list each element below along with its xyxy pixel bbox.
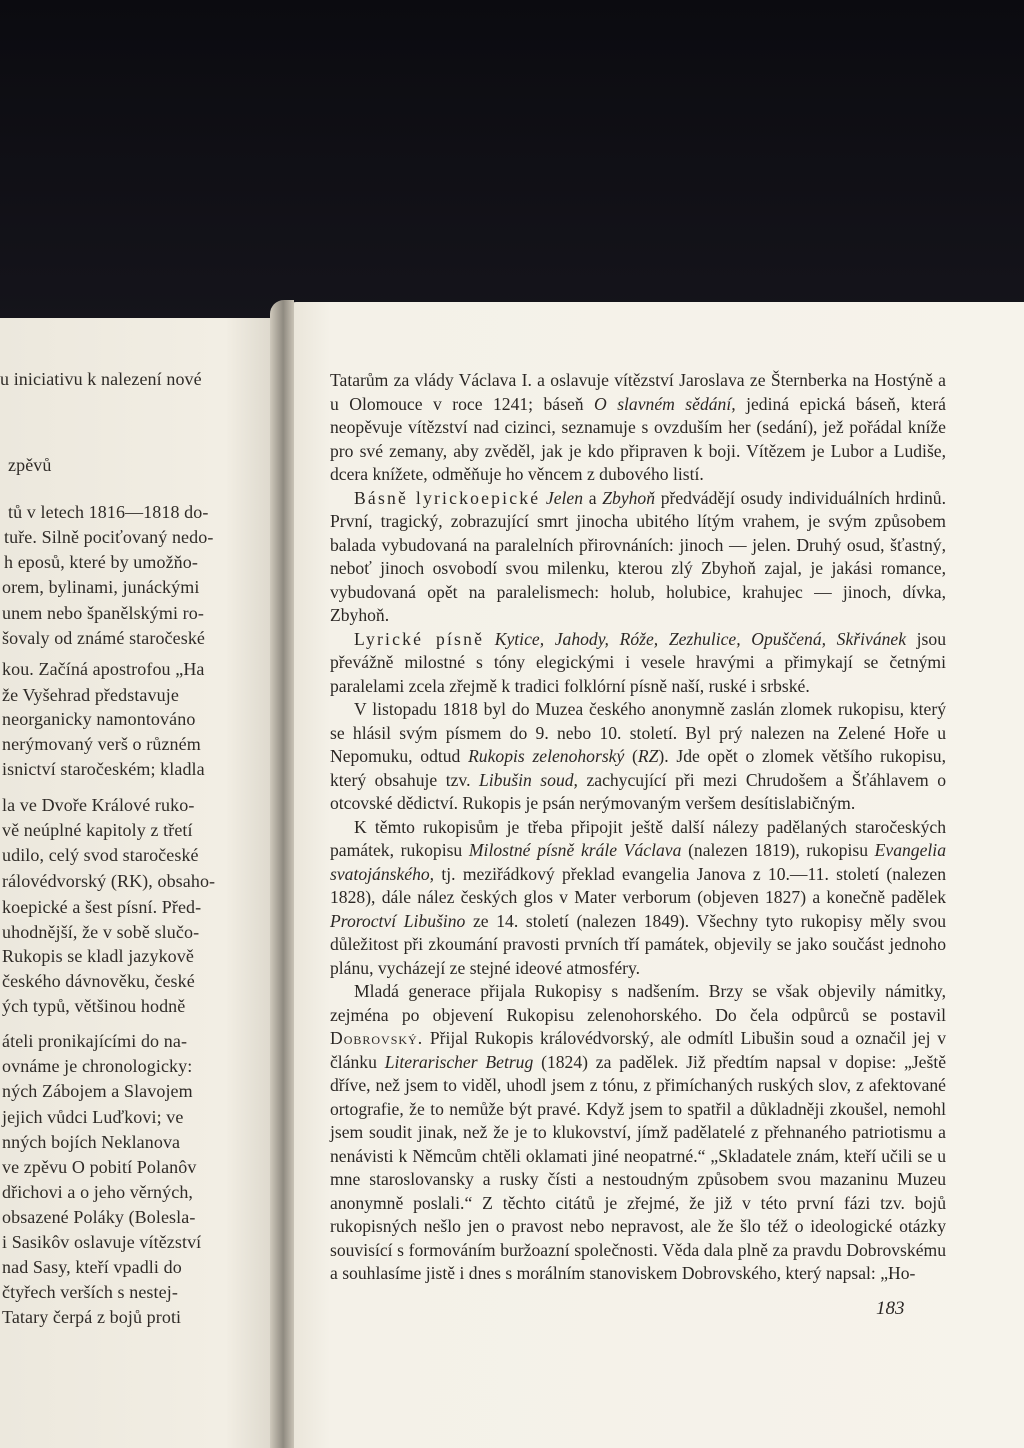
paragraph: Tatarům za vlády Václava I. a oslavuje vítězství Jaroslava ze Šternberka na Hostýně a u Olomouce v roce 1241; báseň O slavném sědání, jediná epická báseň, která neopěvuje vítězství nad cizinci, seznamuje s ovzduším her (sedání), jež pořádal kníže pro své zemany, aby zvěděl, jak je kdo připraven k boji. Vítězem je Lubor a Ludiše, dcera knížete, odměňuje ho věncem z dubového listí. bbox=[330, 370, 946, 484]
left-line: zpěvů bbox=[8, 455, 52, 475]
left-line: la ve Dvoře Králové ruko- bbox=[2, 795, 195, 815]
left-line: že Vyšehrad představuje bbox=[2, 685, 179, 705]
left-line: obsazené Poláky (Bolesla- bbox=[2, 1207, 196, 1227]
left-line: ve zpěvu O pobití Polanôv bbox=[2, 1157, 197, 1177]
left-line: ovnáme je chronologicky: bbox=[2, 1056, 193, 1076]
left-line: áteli pronikajícími do na- bbox=[2, 1031, 188, 1051]
left-line: čtyřech verších s nestej- bbox=[2, 1282, 178, 1302]
left-line: ých typů, většinou hodně bbox=[2, 996, 186, 1016]
left-line: isnictví staročeském; kladla bbox=[2, 759, 205, 779]
left-line: vě neúplné kapitoly z třetí bbox=[2, 820, 193, 840]
left-line: jejich vůdci Luďkovi; ve bbox=[2, 1107, 184, 1127]
left-line: u iniciativu k nalezení nové bbox=[0, 369, 202, 389]
paragraph: Mladá generace přijala Rukopisy s nadšením. Brzy se však objevily námitky, zejména po objevení Rukopisu zelenohorského. Do čela odpůrců se postavil Dobrovský. Přijal Rukopis královédvorský, ale odmítl Libušin soud a označil jej v článku Literarischer Betrug (1824) za padělek. Již předtím napsal v dopise: „Ještě dříve, než jsem to viděl, uhodl jsem z tónu, z přimíchaných ruských slov, z afektované ortografie, že to nemůže být pravé. Když jsem to spatřil a důkladněji zkoušel, nemohl jsem soudit jinak, než že je to klukovství, jímž padělatelé z přehnaného patriotismu a nenávisti k Němcům chtěli oklamati jiné neopatrné.“ „Skladatele znám, kteří učili se u mne staroslovansky a rusky čísti a nestoudným způsobem svou mazaninu Muzeu anonymně poslali.“ Z těchto citátů je zřejmé, že již v této první fázi tzv. bojů rukopisných nešlo jen o pravost nebo nepravost, ale že šlo též o ideologické otázky souvisící s formováním buržoazní společnosti. Věda dala plně za pravdu Dobrovskému a souhlasíme jistě i dnes s morálním stanoviskem Dobrovského, který napsal: „Ho- bbox=[330, 981, 947, 1283]
paragraph: V listopadu 1818 byl do Muzea českého anonymně zaslán zlomek rukopisu, který se hlásil svým písmem do 9. nebo 10. století. Byl prý nalezen na Zelené Hoře u Nepomuku, odtud Rukopis zelenohorský (RZ). Jde opět o zlomek většího rukopisu, který obsahuje tzv. Libušin soud, zachycující při mezi Chrudošem a Šťáhlavem o otcovské dědictví. Rukopis je psán nerýmovaným veršem desítislabičným. bbox=[330, 699, 946, 813]
left-line: českého dávnověku, české bbox=[2, 971, 195, 991]
paragraph: K těmto rukopisům je třeba připojit ještě další nálezy padělaných staročeských památek, rukopisu Milostné písně krále Václava (nalezen 1819), rukopisu Evangelia svatojánského, tj. meziřádkový překlad evangelia Janova z 10.—11. století (nalezen 1828), dále nález českých glos v Mater verborum (objeven 1827) a konečně padělek Proroctví Libušino ze 14. století (nalezen 1849). Všechny tyto rukopisy měly svou důležitost při zkoumání pravosti prvních tří památek, objevily se jako součást jednoho plánu, vycházejí ze stejné ideové atmosféry. bbox=[330, 816, 946, 978]
left-line: kou. Začíná apostrofou „Ha bbox=[2, 659, 205, 679]
main-body-text bbox=[330, 369, 946, 1286]
paragraph: Lyrické písně Kytice, Jahody, Róže, Zezhulice, Opuščená, Skřivánek jsou převážně milostné s tóny elegickými i vesele hravými a přimykají se četnými paralelami zcela zřejmě k tradici folklórní písně naší, ruské i srbské. bbox=[330, 628, 946, 696]
paragraph: Básně lyrickoepické Jelen a Zbyhoň předvádějí osudy individuálních hrdinů. První, tragický, zobrazující smrt jinocha ubitého lítým vrahem, je svým způsobem balada vybudovaná na paralelních přirovnáních: jinoch — jelen. Druhý osud, šťastný, neboť jinoch osvobodí svou milenku, kterou zlý Zbyhoň zajal, je jakási romance, vybudovaná opět na paralelismech: holub, holubice, krahujec — jinoch, dívka, Zbyhoň. bbox=[330, 487, 946, 625]
page-number: 183 bbox=[876, 1298, 905, 1319]
left-line: koepické a šest písní. Před- bbox=[2, 897, 202, 917]
left-line: nad Sasy, kteří vpadli do bbox=[2, 1257, 182, 1277]
left-line: Rukopis se kladl jazykově bbox=[2, 946, 194, 966]
left-line: šovaly od známé staročeské bbox=[2, 628, 206, 648]
left-line: orem, bylinami, junáckými bbox=[2, 577, 200, 597]
left-line: tuře. Silně pociťovaný nedo- bbox=[4, 527, 214, 547]
left-line: unem nebo španělskými ro- bbox=[2, 603, 204, 623]
left-line: dřichovi a o jeho věrných, bbox=[2, 1182, 194, 1202]
left-line: neorganicky namontováno bbox=[2, 709, 196, 729]
left-line: tů v letech 1816—1818 do- bbox=[8, 502, 209, 522]
book-gutter bbox=[270, 300, 294, 1448]
left-line: i Sasikôv oslavuje vítězství bbox=[2, 1232, 202, 1252]
left-line: ných Zábojem a Slavojem bbox=[2, 1081, 193, 1101]
dark-background bbox=[0, 0, 1024, 320]
left-line: rálovédvorský (RK), obsaho- bbox=[2, 871, 216, 891]
left-line: Tatary čerpá z bojů proti bbox=[2, 1307, 182, 1327]
left-line: nných bojích Neklanova bbox=[2, 1132, 181, 1152]
left-line: h eposů, které by umožňo- bbox=[4, 552, 198, 572]
left-line: udilo, celý svod staročeské bbox=[2, 845, 199, 865]
left-line: nerýmovaný verš o různém bbox=[2, 734, 201, 754]
left-line: uhodnější, že v sobě slučo- bbox=[2, 922, 200, 942]
